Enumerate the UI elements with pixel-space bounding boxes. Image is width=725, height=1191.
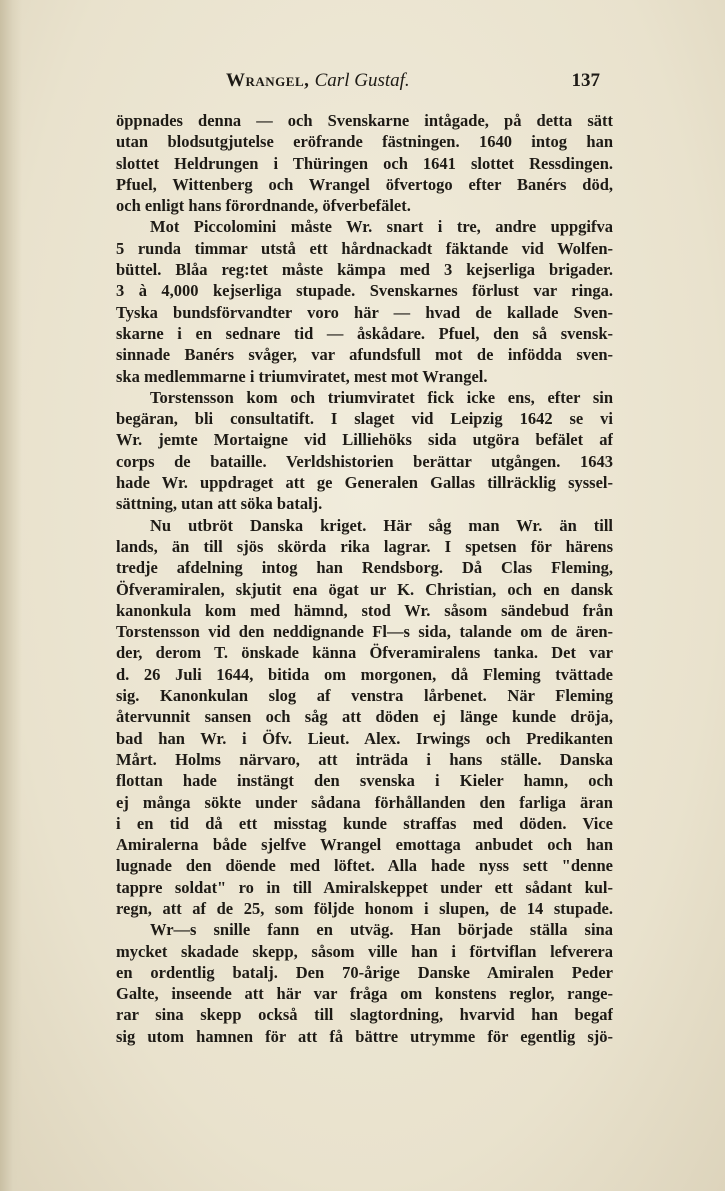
text-line: Galte, inseende att här var fråga om konstens reglor, range- [116,984,613,1004]
text-line: tappre soldat" ro in till Amiralskeppet under ett sådant kul- [116,877,613,897]
text-line: Mårt. Holms närvaro, att inträda i hans ställe. Danska [116,749,613,769]
text-line: der, derom T. önskade känna Öfveramiralens tanka. Det var [116,643,613,663]
text-line: sättning, utan att söka batalj. [116,494,323,514]
text-line: skarne i en sednare tid — åskådare. Pfuel, den så svensk- [116,323,613,343]
text-line: mycket skadade skepp, såsom ville han i förtviflan lefverera [116,941,613,961]
text-line: tredje afdelning intog han Rendsborg. Då Clas Fleming, [116,558,613,578]
page-binding-edge [0,0,22,1191]
text-line: corps de bataille. Verldshistorien berättar utgången. 1643 [116,451,613,471]
text-line: utan blodsutgjutelse eröfrande fästningen. 1640 intog han [116,132,613,152]
text-line: sinnade Banérs svåger, var afundsfull mot de infödda sven- [116,345,613,365]
text-line: rar sina skepp också till slagtordning, hvarvid han begaf [116,1005,613,1025]
text-line: öppnades denna — och Svenskarne intågade, på detta sätt [116,111,613,130]
text-line: 3 à 4,000 kejserliga stupade. Svenskarnes förlust var ringa. [116,281,613,301]
text-line: ska medlemmarne i triumviratet, mest mot Wrangel. [116,366,488,386]
text-line: sig utom hamnen för att få bättre utrymme för egentlig sjö- [116,1026,613,1046]
text-line: sig. Kanonkulan slog af venstra lårbenet. När Fleming [116,686,613,706]
text-line: 5 runda timmar utstå ett hårdnackadt fäktande vid Wolfen- [116,238,613,258]
text-line: Amiralerna både sjelfve Wrangel emottaga anbudet och han [116,835,613,855]
page-header [226,66,600,96]
text-line: lugnade den döende med löftet. Alla hade nyss sett "denne [116,856,613,876]
text-line: en ordentlig batalj. Den 70-årige Danske Amiralen Peder [116,962,613,982]
text-line: büttel. Blåa reg:tet måste kämpa med 3 kejserliga brigader. [116,260,613,280]
text-line: ej många sökte under sådana förhållanden den farliga äran [116,792,613,812]
text-line: Nu utbröt Danska kriget. Här såg man Wr. än till [150,515,613,535]
text-line: Mot Piccolomini måste Wr. snart i tre, andre uppgifva [150,217,613,237]
text-line: begäran, bli consultatift. I slaget vid Leipzig 1642 se vi [116,409,613,429]
text-line: i en tid då ett misstag kunde straffas med döden. Vice [116,813,613,833]
text-line: slottet Heldrungen i Thüringen och 1641 slottet Ressdingen. [116,153,613,173]
text-line: Pfuel, Wittenberg och Wrangel öfvertogo efter Banérs död, [116,174,613,194]
text-line: Wr. jemte Mortaigne vid Lilliehöks sida utgöra befälet af [116,430,613,450]
text-line: kanonkula kom med hämnd, stod Wr. såsom sändebud från [116,600,613,620]
text-line: och enligt hans förordnande, öfverbefälet. [116,196,411,216]
text-line: Torstensson kom och triumviratet fick icke ens, efter sin [150,387,613,407]
running-head [226,66,410,96]
text-line: Tyska bundsförvandter voro här — hvad de kallade Sven- [116,302,613,322]
running-head-subtitle: Carl Gustaf. [314,70,410,91]
running-head-name: Wrangel, [226,70,310,91]
text-line: återvunnit sansen och såg att döden ej länge kunde dröja, [116,707,613,727]
text-line: hade Wr. uppdraget att ge Generalen Gallas tillräcklig syssel- [116,473,613,493]
text-line: Wr—s snille fann en utväg. Han började ställa sina [150,920,613,940]
body-text [116,110,613,1047]
text-line: d. 26 Juli 1644, bitida om morgonen, då Fleming tvättade [116,664,613,684]
text-line: Öfveramiralen, skjutit ena ögat ur K. Christian, och en dansk [116,579,613,599]
page-number: 137 [571,70,600,91]
text-line: regn, att af de 25, som följde honom i slupen, de 14 stupade. [116,898,613,918]
text-line: flottan hade instängt den svenska i Kieler hamn, och [116,771,613,791]
text-line: bad han Wr. i Öfv. Lieut. Alex. Irwings och Predikanten [116,728,613,748]
text-line: lands, än till sjös skörda rika lagrar. I spetsen för härens [116,536,613,556]
text-line: Torstensson vid den neddignande Fl—s sida, talande om de ären- [116,622,613,642]
